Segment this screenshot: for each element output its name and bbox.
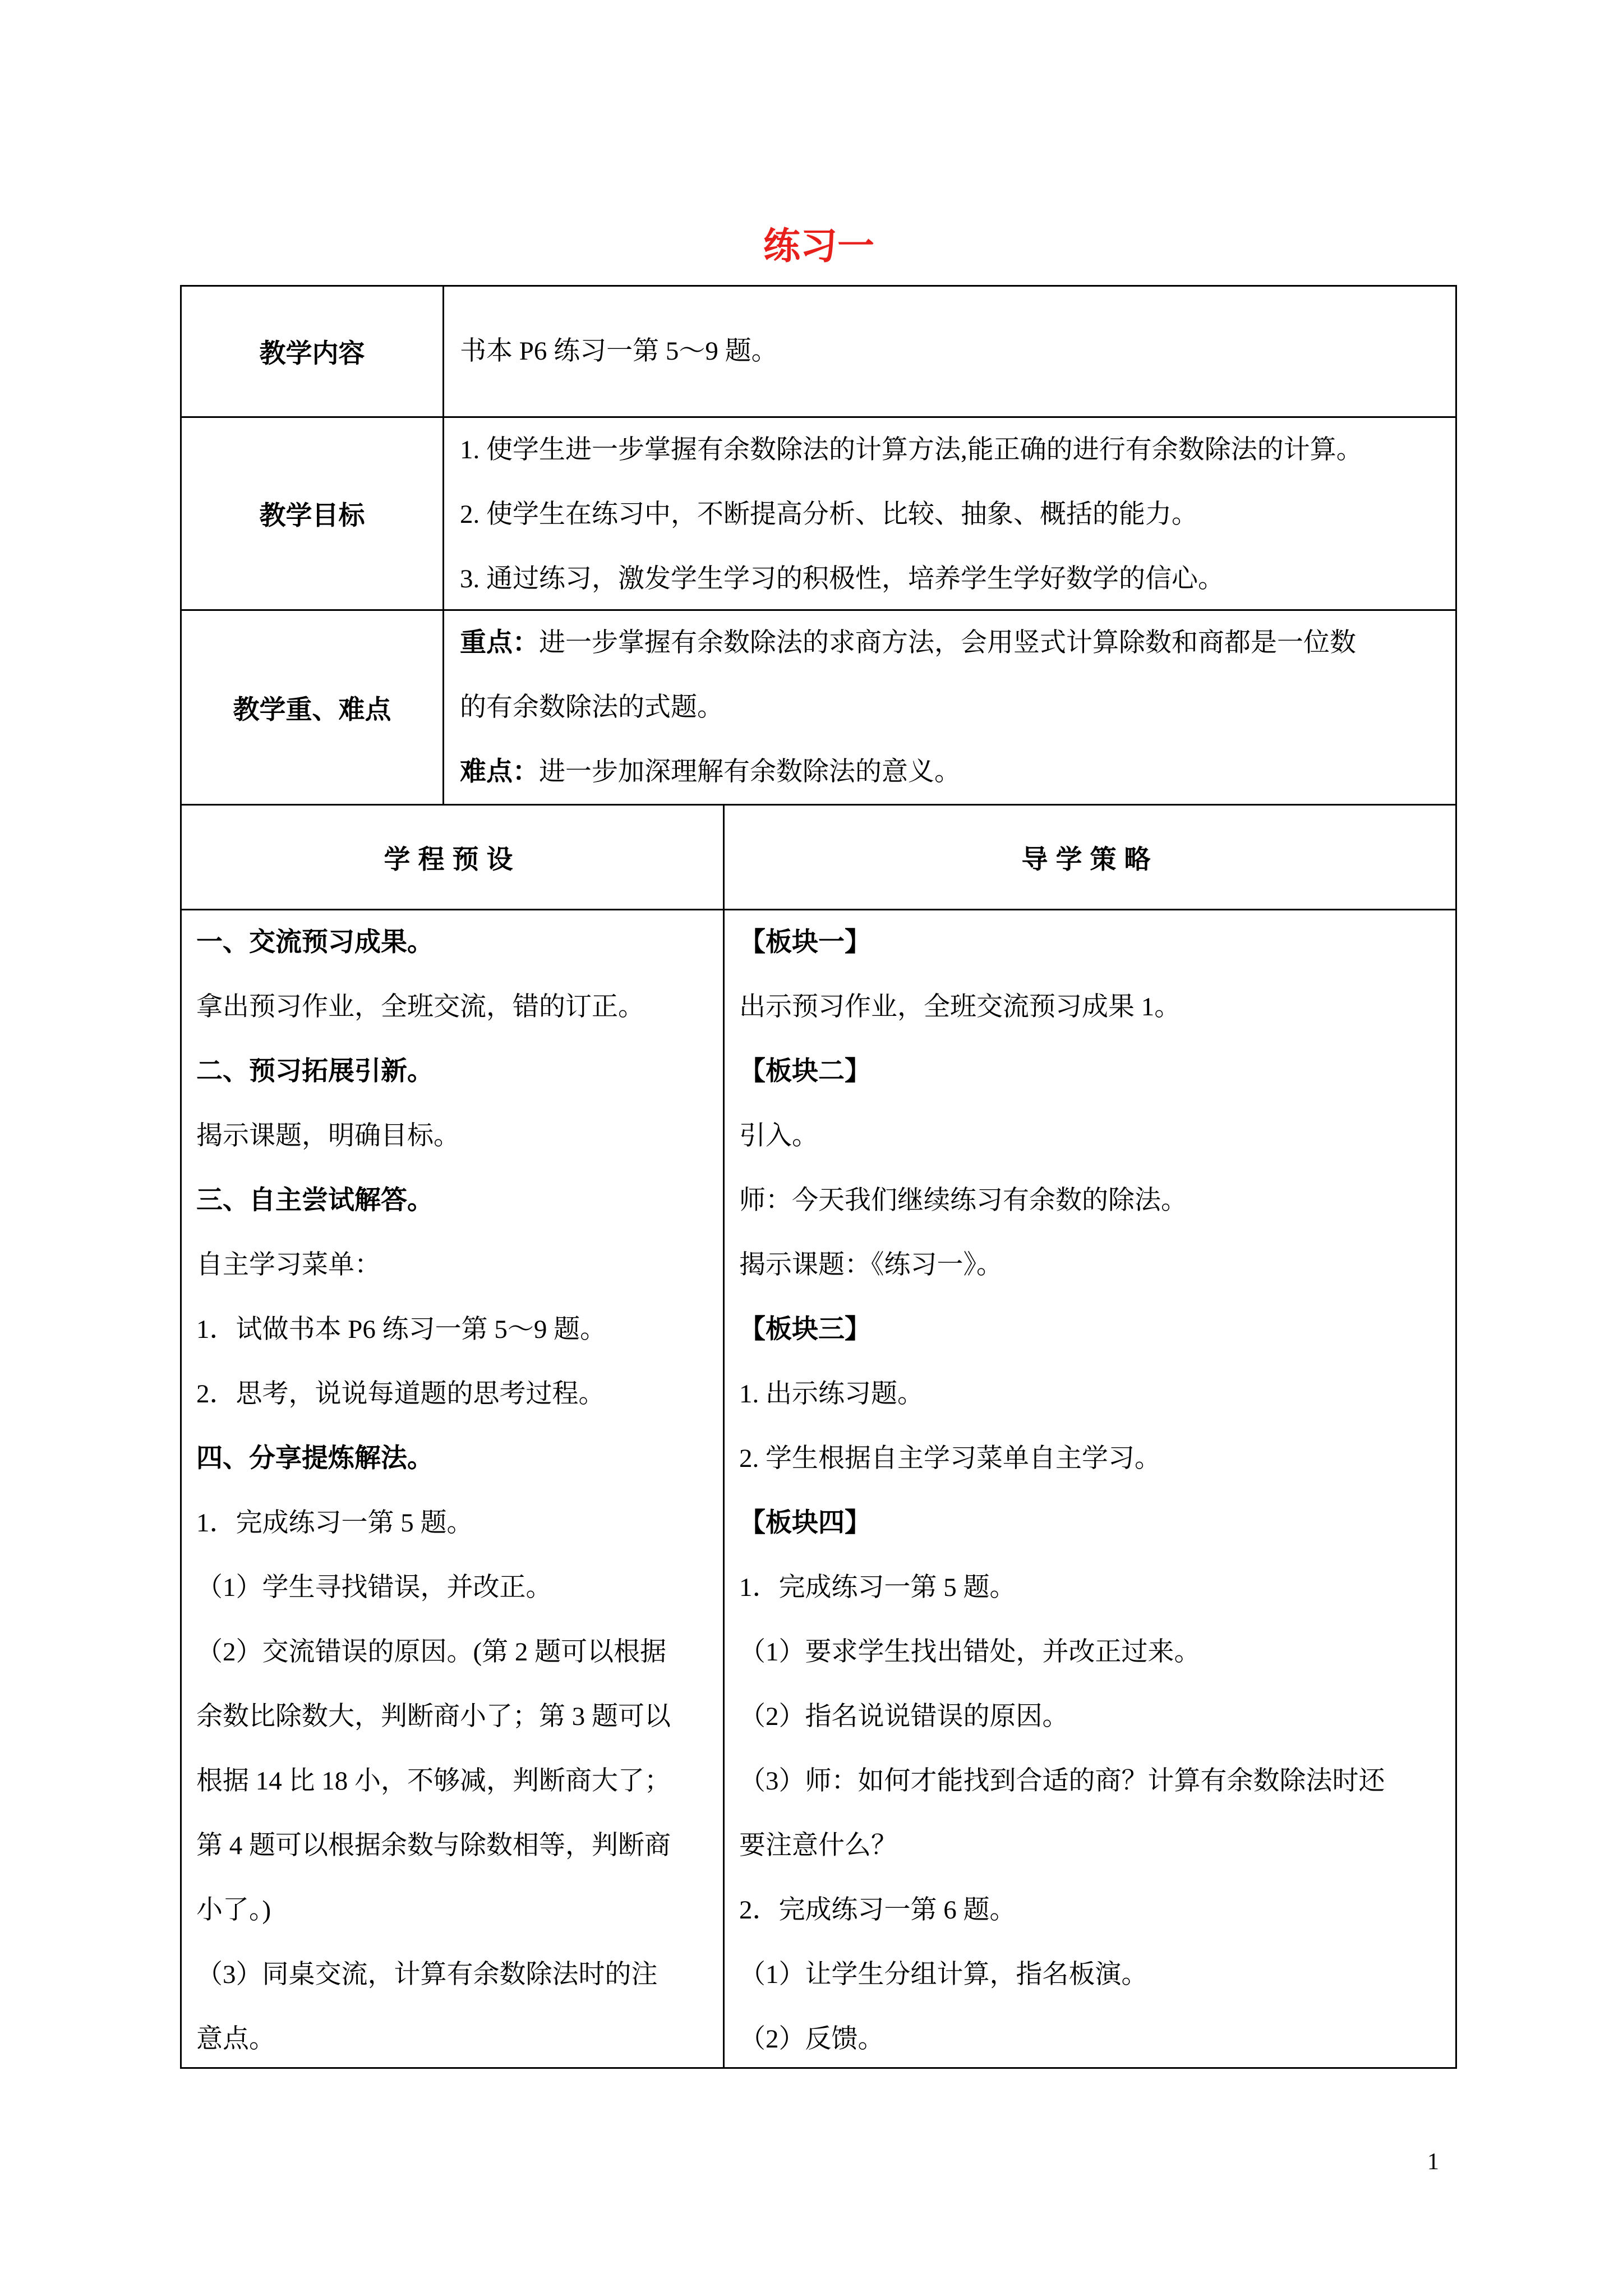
text-line [739, 1491, 1455, 1556]
text-line [196, 1039, 723, 1104]
bold-heading: 一、交流预习成果。 [196, 928, 434, 957]
text-line [460, 740, 1455, 804]
text-line [739, 910, 1455, 975]
line-text: 书本 P6 练习一第 5～9 题。 [460, 337, 778, 366]
line-text: 第 4 题可以根据余数与除数相等，判断商 [196, 1831, 671, 1860]
bold-heading: 二、预习拓展引新。 [196, 1057, 434, 1086]
process-body-row [182, 910, 1455, 2067]
text-line [739, 1749, 1455, 1814]
text-line [739, 1362, 1455, 1427]
text-line [196, 1814, 723, 1878]
line-text: 进一步加深理解有余数除法的意义。 [539, 757, 961, 786]
line-text: 引入。 [739, 1121, 818, 1151]
text-line [196, 1749, 723, 1814]
row-teaching-content [182, 287, 1455, 418]
key-points-cell [444, 611, 1455, 804]
text-line [739, 1878, 1455, 1943]
learning-process-cell [182, 910, 725, 2067]
text-line [196, 975, 723, 1039]
line-text: 余数比除数大，判断商小了；第 3 题可以 [196, 1702, 671, 1731]
header-learning-process: 学程预设 [182, 806, 725, 909]
line-text: （2）反馈。 [739, 2024, 884, 2054]
line-text: 2．思考，说说每道题的思考过程。 [196, 1379, 605, 1409]
bold-heading: 三、自主尝试解答。 [196, 1186, 434, 1215]
bold-heading: 重点： [460, 628, 539, 657]
bold-heading: 【板块四】 [739, 1508, 871, 1538]
bold-heading: 【板块二】 [739, 1057, 871, 1086]
text-line [460, 611, 1455, 675]
text-lines [460, 611, 1455, 804]
bold-heading: 【板块一】 [739, 928, 871, 957]
text-lines [460, 418, 1455, 611]
text-line [739, 975, 1455, 1039]
row-key-points [182, 611, 1455, 806]
text-line [196, 1427, 723, 1491]
label-key-points: 教学重、难点 [182, 611, 444, 804]
text-line [739, 1297, 1455, 1362]
line-text: （2）指名说说错误的原因。 [739, 1702, 1069, 1731]
text-line [460, 482, 1455, 547]
row-teaching-goals [182, 418, 1455, 611]
text-line [739, 1039, 1455, 1104]
line-text: 小了。) [196, 1895, 271, 1925]
line-text: 自主学习菜单： [196, 1250, 381, 1280]
label-teaching-goals: 教学目标 [182, 418, 444, 609]
line-text: 1．试做书本 P6 练习一第 5～9 题。 [196, 1315, 607, 1344]
text-line [739, 1168, 1455, 1233]
teaching-goals-cell [444, 418, 1455, 609]
header-guidance-strategy: 导学策略 [1021, 845, 1159, 875]
line-text: （3）师：如何才能找到合适的商？计算有余数除法时还 [739, 1766, 1385, 1796]
text-line [196, 1556, 723, 1620]
text-lines [460, 319, 778, 384]
text-line [196, 1620, 723, 1685]
line-text: 揭示课题：《练习一》。 [739, 1250, 1003, 1280]
text-line [196, 1233, 723, 1297]
line-text: 2．完成练习一第 6 题。 [739, 1895, 1016, 1925]
line-text: 2. 学生根据自主学习菜单自主学习。 [739, 1444, 1161, 1473]
text-line [739, 1427, 1455, 1491]
text-lines [196, 910, 723, 2072]
text-line [196, 1168, 723, 1233]
text-line [460, 418, 1455, 482]
text-line [739, 2007, 1455, 2072]
text-lines [739, 910, 1455, 2072]
text-line [196, 1491, 723, 1556]
line-text: （2）交流错误的原因。(第 2 题可以根据 [196, 1637, 667, 1667]
text-line [196, 1297, 723, 1362]
line-text: 1．完成练习一第 5 题。 [739, 1573, 1016, 1602]
line-text: 进一步掌握有余数除法的求商方法，会用竖式计算除数和商都是一位数 [539, 628, 1356, 657]
bold-heading: 难点： [460, 757, 539, 786]
text-line [196, 2007, 723, 2072]
line-text: 的有余数除法的式题。 [460, 693, 723, 722]
line-text: 1. 出示练习题。 [739, 1379, 924, 1409]
line-text: （1）学生寻找错误，并改正。 [196, 1573, 552, 1602]
text-line [460, 319, 778, 384]
bold-heading: 【板块三】 [739, 1315, 871, 1344]
line-text: 要注意什么？ [739, 1831, 897, 1860]
text-line [460, 675, 1455, 740]
text-line [196, 1878, 723, 1943]
line-text: 师：今天我们继续练习有余数的除法。 [739, 1186, 1187, 1215]
guidance-strategy-cell [725, 910, 1455, 2067]
text-line [196, 1943, 723, 2007]
text-line [739, 1233, 1455, 1297]
line-text: 1．完成练习一第 5 题。 [196, 1508, 473, 1538]
text-line [739, 1556, 1455, 1620]
text-line [739, 1814, 1455, 1878]
line-text: 3. 通过练习，激发学生学习的积极性，培养学生学好数学的信心。 [460, 564, 1224, 593]
text-line [739, 1104, 1455, 1168]
text-line [196, 1362, 723, 1427]
text-line [739, 1685, 1455, 1749]
page-number: 1 [1427, 2149, 1439, 2175]
line-text: 拿出预习作业，全班交流，错的订正。 [196, 992, 644, 1022]
line-text: 1. 使学生进一步掌握有余数除法的计算方法,能正确的进行有余数除法的计算。 [460, 435, 1363, 464]
line-text: 根据 14 比 18 小，不够减，判断商大了； [196, 1766, 671, 1796]
line-text: 意点。 [196, 2024, 275, 2054]
teaching-content-cell [444, 287, 1455, 416]
document-title: 练习一 [763, 226, 874, 267]
bold-heading: 四、分享提炼解法。 [196, 1444, 434, 1473]
line-text: （1）要求学生找出错处，并改正过来。 [739, 1637, 1201, 1667]
column-header-row [182, 806, 1455, 910]
text-line [460, 547, 1455, 611]
text-line [196, 910, 723, 975]
line-text: （1）让学生分组计算，指名板演。 [739, 1960, 1148, 1989]
text-line [196, 1104, 723, 1168]
line-text: （3）同桌交流，计算有余数除法时的注 [196, 1960, 658, 1989]
lesson-plan-table [180, 285, 1457, 2069]
text-line [739, 1620, 1455, 1685]
label-teaching-content: 教学内容 [182, 287, 444, 416]
text-line [739, 1943, 1455, 2007]
line-text: 2. 使学生在练习中，不断提高分析、比较、抽象、概括的能力。 [460, 500, 1198, 529]
line-text: 揭示课题，明确目标。 [196, 1121, 460, 1151]
line-text: 出示预习作业，全班交流预习成果 1。 [739, 992, 1181, 1022]
text-line [196, 1685, 723, 1749]
